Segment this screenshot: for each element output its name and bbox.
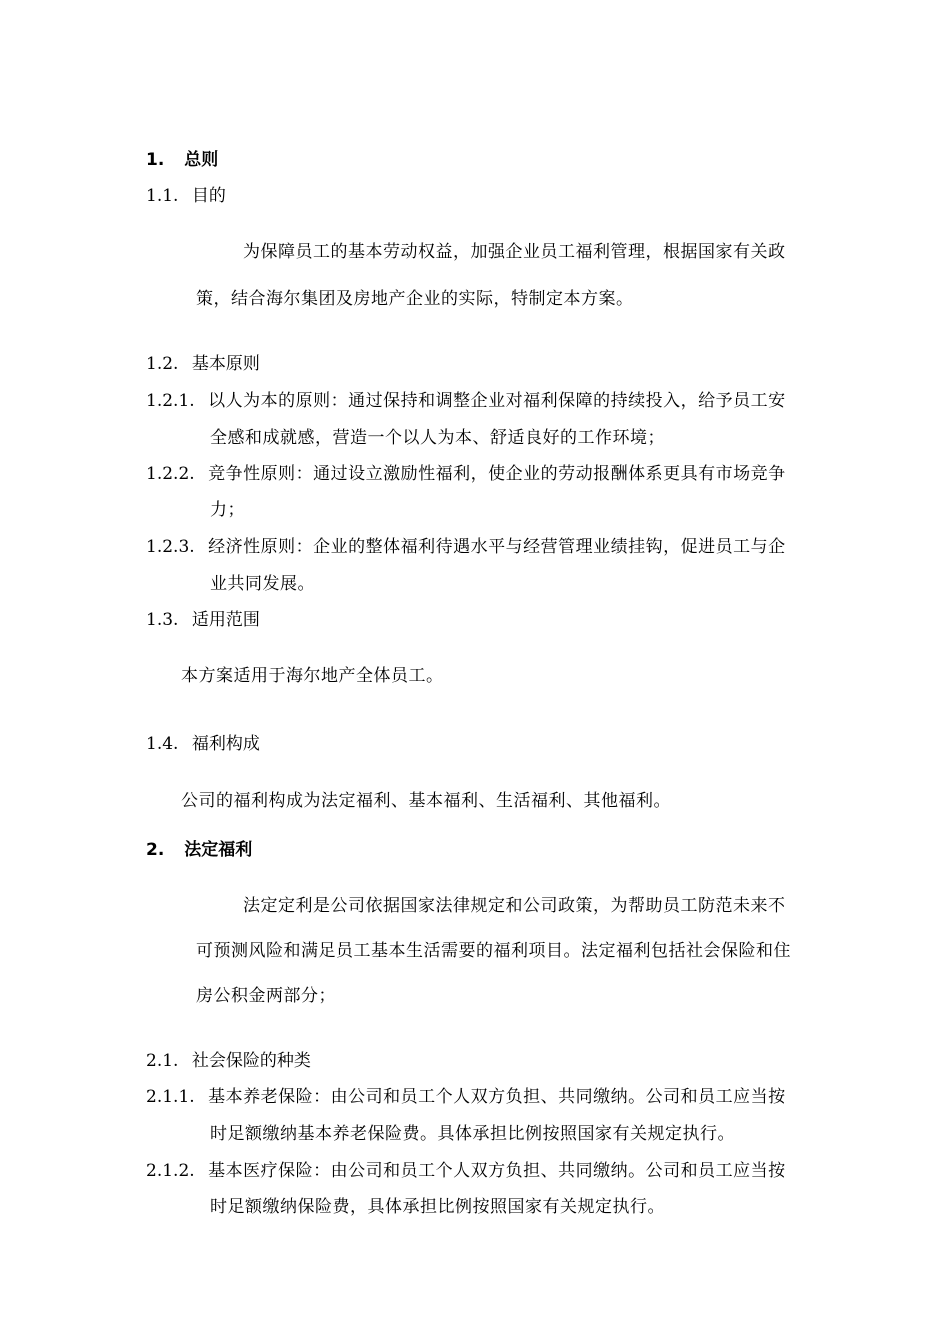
item-text-continued: 时足额缴纳基本养老保险费。具体承担比例按照国家有关规定执行。 xyxy=(210,1124,735,1144)
item-number: 1.2.2. xyxy=(146,464,195,484)
item-text-continued: 时足额缴纳保险费，具体承担比例按照国家有关规定执行。 xyxy=(210,1197,665,1217)
item-text: 基本医疗保险：由公司和员工个人双方负担、共同缴纳。公司和员工应当按 xyxy=(208,1161,786,1181)
item-number: 1.2.3. xyxy=(146,537,195,557)
item-number: 2.1.2. xyxy=(146,1161,195,1181)
section-title: 适用范围 xyxy=(191,610,260,630)
item-text: 以人为本的原则：通过保持和调整企业对福利保障的持续投入，给予员工安 xyxy=(208,391,786,411)
list-item-1-2-1 xyxy=(146,389,786,413)
paragraph: 公司的福利构成为法定福利、基本福利、生活福利、其他福利。 xyxy=(181,791,671,811)
item-text: 经济性原则：企业的整体福利待遇水平与经营管理业绩挂钩，促进员工与企 xyxy=(208,537,786,557)
list-item-2-1-1 xyxy=(146,1085,786,1109)
item-text-continued: 全感和成就感，营造一个以人为本、舒适良好的工作环境； xyxy=(210,428,665,448)
paragraph-line: 房公积金两部分； xyxy=(196,986,336,1006)
section-title: 基本原则 xyxy=(191,354,260,374)
paragraph-line: 可预测风险和满足员工基本生活需要的福利项目。法定福利包括社会保险和住 xyxy=(196,941,791,961)
paragraph-line: 策，结合海尔集团及房地产企业的实际，特制定本方案。 xyxy=(196,289,634,309)
section-title: 法定福利 xyxy=(184,840,253,860)
section-title: 总则 xyxy=(184,150,219,170)
section-number: 1.2. xyxy=(146,354,179,374)
item-text: 基本养老保险：由公司和员工个人双方负担、共同缴纳。公司和员工应当按 xyxy=(208,1087,786,1107)
section-title: 目的 xyxy=(191,186,226,206)
section-title: 福利构成 xyxy=(191,734,260,754)
section-number: 2. xyxy=(146,840,165,860)
subsection-heading-1-4 xyxy=(146,732,260,756)
section-number: 1. xyxy=(146,150,165,170)
list-item-1-2-3 xyxy=(146,535,786,559)
section-number: 2.1. xyxy=(146,1051,179,1071)
item-text-continued: 业共同发展。 xyxy=(210,574,315,594)
item-text-continued: 力； xyxy=(210,500,245,520)
item-number: 2.1.1. xyxy=(146,1087,195,1107)
paragraph: 本方案适用于海尔地产全体员工。 xyxy=(181,666,444,686)
item-text: 竞争性原则：通过设立激励性福利，使企业的劳动报酬体系更具有市场竞争 xyxy=(208,464,786,484)
subsection-heading-1-2 xyxy=(146,352,260,376)
section-number: 1.1. xyxy=(146,186,179,206)
item-number: 1.2.1. xyxy=(146,391,195,411)
subsection-heading-1-3 xyxy=(146,608,260,632)
paragraph-line: 法定定利是公司依据国家法律规定和公司政策，为帮助员工防范未来不 xyxy=(243,896,786,916)
list-item-2-1-2 xyxy=(146,1159,786,1183)
subsection-heading-1-1 xyxy=(146,184,226,208)
section-number: 1.4. xyxy=(146,734,179,754)
section-heading-2 xyxy=(146,838,252,862)
list-item-1-2-2 xyxy=(146,462,786,486)
section-number: 1.3. xyxy=(146,610,179,630)
section-title: 社会保险的种类 xyxy=(191,1051,311,1071)
section-heading-1 xyxy=(146,148,218,172)
paragraph-line: 为保障员工的基本劳动权益，加强企业员工福利管理，根据国家有关政 xyxy=(243,242,786,262)
subsection-heading-2-1 xyxy=(146,1049,311,1073)
